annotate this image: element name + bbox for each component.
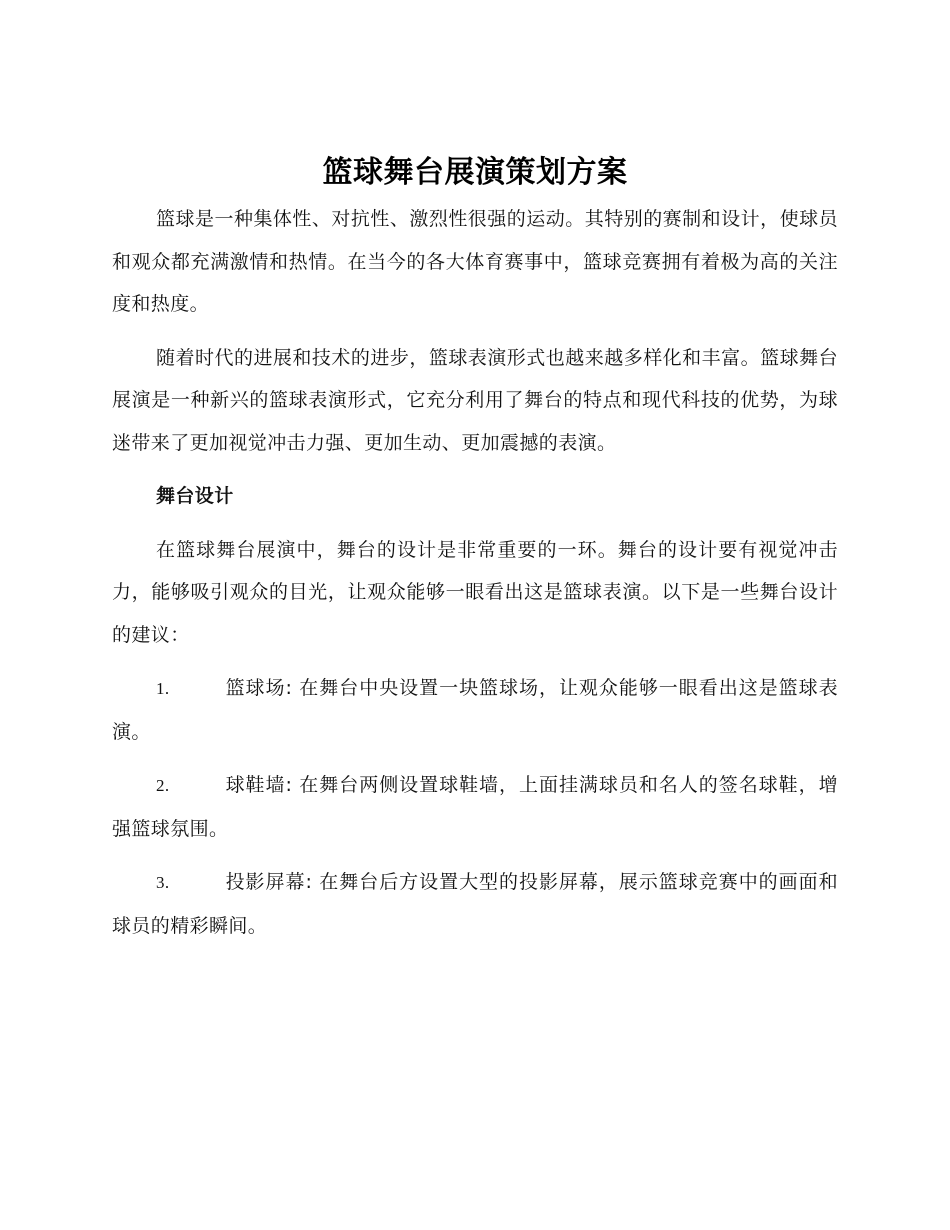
list-item-number: 1.: [156, 679, 170, 698]
list-item: [112, 861, 838, 947]
list-item-text: 篮球场: 在舞台中央设置一块篮球场，让观众能够一眼看出这是篮球表演。: [112, 677, 838, 743]
list-item: [112, 764, 838, 850]
list-item-number: 2.: [156, 776, 170, 795]
list-item: [112, 667, 838, 753]
list-item-text: 投影屏幕: 在舞台后方设置大型的投影屏幕，展示篮球竞赛中的画面和球员的精彩瞬间。: [112, 871, 838, 937]
intro-paragraph-2: 随着时代的进展和技术的进步，篮球表演形式也越来越多样化和丰富。篮球舞台展演是一种新兴的篮球表演形式，它充分利用了舞台的特点和现代科技的优势，为球迷带来了更加视觉冲击力强、更加生动、更加震撼的表演。: [112, 346, 838, 454]
document-title: 篮球舞台展演策划方案: [322, 155, 628, 190]
section-paragraph: 在篮球舞台展演中，舞台的设计是非常重要的一环。舞台的设计要有视觉冲击力，能够吸引观众的目光，让观众能够一眼看出这是篮球表演。以下是一些舞台设计的建议：: [112, 538, 838, 646]
intro-paragraph-1: 篮球是一种集体性、对抗性、激烈性很强的运动。其特别的赛制和设计，使球员和观众都充满激情和热情。在当今的各大体育赛事中，篮球竞赛拥有着极为高的关注度和热度。: [112, 208, 838, 315]
list-item-text: 球鞋墙: 在舞台两侧设置球鞋墙，上面挂满球员和名人的签名球鞋，增强篮球氛围。: [112, 774, 838, 840]
list-item-number: 3.: [156, 873, 170, 892]
section-heading: 舞台设计: [156, 485, 234, 507]
document-page: [112, 148, 838, 947]
